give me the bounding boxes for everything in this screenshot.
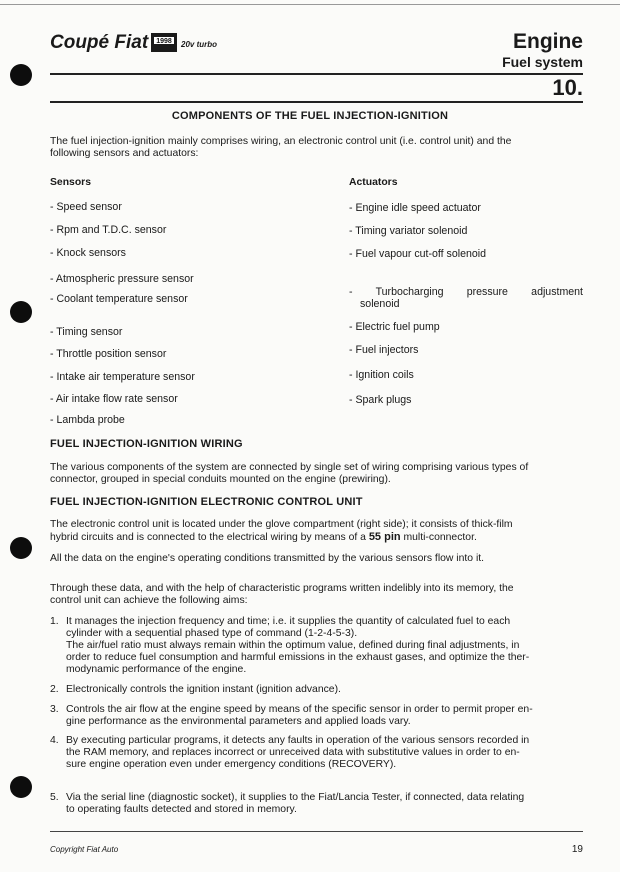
actuator-item: - Ignition coils: [349, 369, 414, 381]
binder-hole-4: [10, 776, 32, 798]
brand-title: Coupé Fiat: [50, 32, 149, 53]
aim-line: Via the serial line (diagnostic socket), it supplies to the Fiat/Lancia Tester, if connected, data relating: [66, 792, 525, 803]
binder-hole-2: [10, 301, 32, 323]
aim-line: The air/fuel ratio must always remain within the optimum value, defined during final adjustments, in: [66, 640, 520, 651]
wiring-line-2: connector, grouped in special conduits mounted on the engine (prewiring).: [50, 474, 391, 485]
aim-line: order to reduce fuel consumption and harmful emissions in the exhaust gases, and optimize the ther-: [66, 652, 530, 663]
aim-line: to operating faults detected and stored in memory.: [66, 804, 297, 815]
sensor-item: - Coolant temperature sensor: [50, 293, 188, 305]
aim-line: It manages the injection frequency and time; i.e. it supplies the quantity of calculated fuel to each: [66, 616, 511, 627]
sensor-item: - Timing sensor: [50, 326, 123, 338]
wiring-line-1: The various components of the system are connected by single set of wiring comprising various types of: [50, 462, 529, 473]
actuator-item: - Fuel vapour cut-off solenoid: [349, 248, 487, 260]
aim-number: 3.: [50, 704, 59, 715]
page-number: 19: [571, 844, 583, 855]
actuator-item: - Spark plugs: [349, 394, 412, 406]
footer-rule: [50, 831, 583, 832]
sensor-item: - Knock sensors: [50, 247, 126, 259]
pin-count: 55 pin: [368, 531, 401, 543]
sensor-item: - Rpm and T.D.C. sensor: [50, 224, 167, 236]
ecu-heading: FUEL INJECTION-IGNITION ELECTRONIC CONTROL UNIT: [50, 496, 363, 508]
section-title: Engine: [512, 30, 583, 53]
sensors-heading: Sensors: [50, 177, 92, 188]
header-rule-top: [50, 73, 583, 75]
actuator-item: - Turbocharging pressure adjustment: [349, 286, 583, 298]
aim-line: sure engine operation even under emergency conditions (RECOVERY).: [66, 759, 397, 770]
ecu-p3-line-1: Through these data, and with the help of characteristic programs written indelibly into its memory, the: [50, 583, 514, 594]
actuator-item-continued: solenoid: [360, 298, 400, 310]
aim-line: gine performance as the environmental parameters and applied loads vary.: [66, 716, 411, 727]
aim-line: By executing particular programs, it detects any faults in operation of the various sensors recorded in: [66, 735, 530, 746]
aim-line: the RAM memory, and replaces incorrect or unreceived data with substitutive values in order to en-: [66, 747, 520, 758]
aim-number: 2.: [50, 684, 59, 695]
actuators-heading: Actuators: [349, 177, 398, 188]
ecu-p1-text: hybrid circuits and is connected to the electrical wiring by means of a: [50, 532, 369, 543]
sensor-item: - Speed sensor: [50, 201, 122, 213]
variant-label: 20v turbo: [181, 40, 218, 49]
intro-line-1: The fuel injection-ignition mainly comprises wiring, an electronic control unit (i.e. control unit) and the: [50, 136, 512, 147]
actuator-item: - Fuel injectors: [349, 344, 419, 356]
fiat-logo: [151, 33, 177, 52]
aim-line: cylinder with a sequential phased type of command (1-2-4-5-3).: [66, 628, 358, 639]
subsection-title: Fuel system: [502, 54, 583, 70]
top-edge-line: [0, 4, 620, 5]
sensor-item: - Air intake flow rate sensor: [50, 393, 178, 405]
actuator-item: - Engine idle speed actuator: [349, 202, 481, 214]
ecu-p2: All the data on the engine's operating conditions transmitted by the various sensors flow into it.: [50, 553, 485, 564]
actuator-item: - Electric fuel pump: [349, 321, 440, 333]
sensor-item: - Throttle position sensor: [50, 348, 167, 360]
sensor-item: - Lambda probe: [50, 414, 125, 426]
ecu-p1-text-end: multi-connector.: [400, 532, 477, 543]
sensor-item: - Atmospheric pressure sensor: [50, 273, 194, 285]
page-heading: COMPONENTS OF THE FUEL INJECTION-IGNITION: [171, 110, 449, 122]
header-rule-bottom: [50, 101, 583, 103]
aim-number: 5.: [50, 792, 59, 803]
ecu-p1-line-1: The electronic control unit is located under the glove compartment (right side); it consists of thick-film: [50, 519, 513, 530]
aim-line: modynamic performance of the engine.: [66, 664, 247, 675]
section-number: 10.: [552, 75, 583, 100]
ecu-p1-line-2: [50, 531, 477, 544]
intro-line-2: following sensors and actuators:: [50, 148, 199, 159]
aim-number: 1.: [50, 616, 59, 627]
logo-badge: 1998: [153, 36, 175, 45]
aim-line: Electronically controls the ignition instant (ignition advance).: [66, 684, 341, 695]
ecu-p3-line-2: control unit can achieve the following aims:: [50, 595, 248, 606]
binder-hole-3: [10, 537, 32, 559]
aim-number: 4.: [50, 735, 59, 746]
actuator-item: - Timing variator solenoid: [349, 225, 468, 237]
wiring-heading: FUEL INJECTION-IGNITION WIRING: [50, 438, 243, 450]
binder-hole-1: [10, 64, 32, 86]
copyright: Copyright Fiat Auto: [50, 845, 119, 854]
sensor-item: - Intake air temperature sensor: [50, 371, 195, 383]
aim-line: Controls the air flow at the engine speed by means of the specific sensor in order to permit proper en-: [66, 704, 533, 715]
